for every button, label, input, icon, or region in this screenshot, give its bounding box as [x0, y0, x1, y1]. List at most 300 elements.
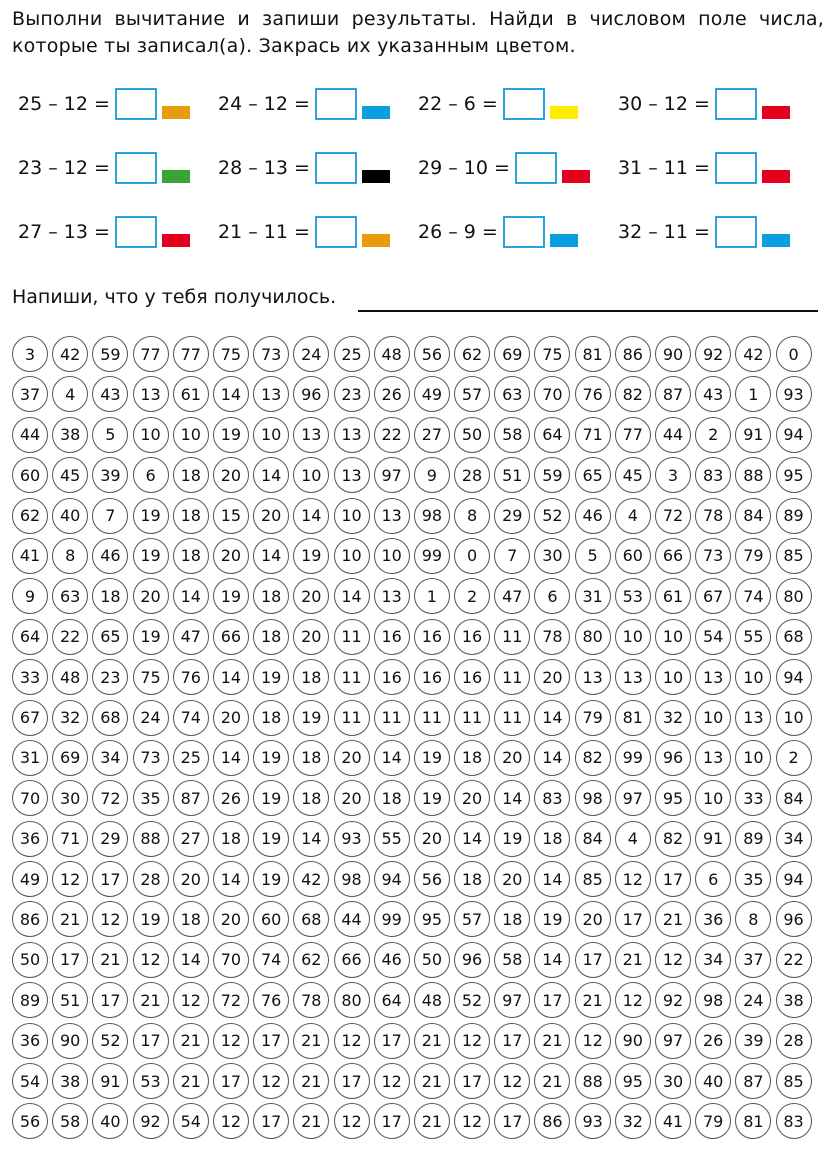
- number-circle[interactable]: 20: [334, 740, 370, 776]
- number-circle[interactable]: 5: [92, 417, 128, 453]
- number-circle[interactable]: 87: [655, 376, 691, 412]
- number-circle[interactable]: 8: [52, 538, 88, 574]
- number-circle[interactable]: 17: [494, 1103, 530, 1139]
- number-circle[interactable]: 91: [695, 821, 731, 857]
- number-circle[interactable]: 86: [12, 901, 48, 937]
- number-circle[interactable]: 17: [454, 1063, 490, 1099]
- number-circle[interactable]: 19: [133, 901, 169, 937]
- number-circle[interactable]: 54: [12, 1063, 48, 1099]
- number-circle[interactable]: 14: [534, 700, 570, 736]
- number-circle[interactable]: 20: [293, 578, 329, 614]
- number-circle[interactable]: 20: [534, 659, 570, 695]
- number-circle[interactable]: 19: [253, 740, 289, 776]
- number-circle[interactable]: 18: [374, 780, 410, 816]
- number-circle[interactable]: 10: [695, 700, 731, 736]
- number-circle[interactable]: 47: [494, 578, 530, 614]
- number-circle[interactable]: 99: [374, 901, 410, 937]
- number-circle[interactable]: 14: [293, 821, 329, 857]
- number-circle[interactable]: 20: [213, 457, 249, 493]
- number-circle[interactable]: 12: [494, 1063, 530, 1099]
- number-circle[interactable]: 26: [374, 376, 410, 412]
- number-circle[interactable]: 21: [293, 1023, 329, 1059]
- answer-box[interactable]: [515, 152, 557, 184]
- number-circle[interactable]: 18: [454, 861, 490, 897]
- number-circle[interactable]: 12: [253, 1063, 289, 1099]
- number-circle[interactable]: 17: [655, 861, 691, 897]
- number-circle[interactable]: 17: [374, 1023, 410, 1059]
- number-circle[interactable]: 6: [695, 861, 731, 897]
- number-circle[interactable]: 19: [133, 498, 169, 534]
- number-circle[interactable]: 8: [735, 901, 771, 937]
- number-circle[interactable]: 14: [293, 498, 329, 534]
- number-circle[interactable]: 94: [776, 417, 812, 453]
- number-circle[interactable]: 96: [776, 901, 812, 937]
- number-circle[interactable]: 30: [52, 780, 88, 816]
- number-circle[interactable]: 10: [735, 740, 771, 776]
- number-circle[interactable]: 21: [655, 901, 691, 937]
- number-circle[interactable]: 12: [655, 942, 691, 978]
- number-circle[interactable]: 20: [133, 578, 169, 614]
- number-circle[interactable]: 65: [575, 457, 611, 493]
- number-circle[interactable]: 14: [213, 659, 249, 695]
- number-circle[interactable]: 52: [454, 982, 490, 1018]
- answer-box[interactable]: [503, 216, 545, 248]
- number-circle[interactable]: 17: [534, 982, 570, 1018]
- number-circle[interactable]: 37: [735, 942, 771, 978]
- number-circle[interactable]: 89: [12, 982, 48, 1018]
- number-circle[interactable]: 14: [253, 538, 289, 574]
- number-circle[interactable]: 10: [133, 417, 169, 453]
- number-circle[interactable]: 42: [293, 861, 329, 897]
- number-circle[interactable]: 71: [575, 417, 611, 453]
- number-circle[interactable]: 49: [12, 861, 48, 897]
- number-circle[interactable]: 13: [133, 376, 169, 412]
- number-circle[interactable]: 36: [12, 821, 48, 857]
- number-circle[interactable]: 45: [615, 457, 651, 493]
- number-circle[interactable]: 16: [454, 619, 490, 655]
- number-circle[interactable]: 59: [92, 336, 128, 372]
- number-circle[interactable]: 40: [52, 498, 88, 534]
- number-circle[interactable]: 82: [615, 376, 651, 412]
- number-circle[interactable]: 17: [374, 1103, 410, 1139]
- number-circle[interactable]: 19: [253, 659, 289, 695]
- number-circle[interactable]: 17: [253, 1103, 289, 1139]
- number-circle[interactable]: 69: [52, 740, 88, 776]
- number-circle[interactable]: 48: [52, 659, 88, 695]
- number-circle[interactable]: 98: [575, 780, 611, 816]
- number-circle[interactable]: 13: [615, 659, 651, 695]
- number-circle[interactable]: 28: [454, 457, 490, 493]
- number-circle[interactable]: 28: [776, 1023, 812, 1059]
- number-circle[interactable]: 16: [454, 659, 490, 695]
- number-circle[interactable]: 67: [695, 578, 731, 614]
- number-circle[interactable]: 20: [494, 861, 530, 897]
- number-circle[interactable]: 68: [293, 901, 329, 937]
- number-circle[interactable]: 1: [735, 376, 771, 412]
- number-circle[interactable]: 51: [494, 457, 530, 493]
- number-circle[interactable]: 99: [615, 740, 651, 776]
- number-circle[interactable]: 52: [92, 1023, 128, 1059]
- number-circle[interactable]: 10: [253, 417, 289, 453]
- number-circle[interactable]: 16: [414, 659, 450, 695]
- number-circle[interactable]: 79: [575, 700, 611, 736]
- number-circle[interactable]: 87: [735, 1063, 771, 1099]
- number-circle[interactable]: 12: [454, 1023, 490, 1059]
- number-circle[interactable]: 18: [253, 578, 289, 614]
- number-circle[interactable]: 11: [334, 700, 370, 736]
- number-circle[interactable]: 57: [454, 901, 490, 937]
- number-circle[interactable]: 71: [52, 821, 88, 857]
- number-circle[interactable]: 72: [213, 982, 249, 1018]
- number-circle[interactable]: 75: [133, 659, 169, 695]
- number-circle[interactable]: 79: [735, 538, 771, 574]
- number-circle[interactable]: 17: [615, 901, 651, 937]
- number-circle[interactable]: 19: [293, 538, 329, 574]
- number-circle[interactable]: 20: [334, 780, 370, 816]
- number-circle[interactable]: 77: [615, 417, 651, 453]
- number-circle[interactable]: 55: [735, 619, 771, 655]
- number-circle[interactable]: 70: [213, 942, 249, 978]
- number-circle[interactable]: 14: [494, 780, 530, 816]
- number-circle[interactable]: 14: [534, 942, 570, 978]
- number-circle[interactable]: 34: [92, 740, 128, 776]
- number-circle[interactable]: 70: [534, 376, 570, 412]
- number-circle[interactable]: 19: [414, 740, 450, 776]
- number-circle[interactable]: 4: [615, 821, 651, 857]
- number-circle[interactable]: 32: [52, 700, 88, 736]
- number-circle[interactable]: 79: [695, 1103, 731, 1139]
- number-circle[interactable]: 13: [695, 659, 731, 695]
- number-circle[interactable]: 19: [293, 700, 329, 736]
- number-circle[interactable]: 89: [735, 821, 771, 857]
- number-circle[interactable]: 3: [12, 336, 48, 372]
- number-circle[interactable]: 68: [776, 619, 812, 655]
- number-circle[interactable]: 21: [414, 1023, 450, 1059]
- number-circle[interactable]: 96: [293, 376, 329, 412]
- number-circle[interactable]: 45: [52, 457, 88, 493]
- number-circle[interactable]: 21: [173, 1063, 209, 1099]
- number-circle[interactable]: 46: [92, 538, 128, 574]
- number-circle[interactable]: 81: [615, 700, 651, 736]
- number-circle[interactable]: 9: [414, 457, 450, 493]
- answer-box[interactable]: [715, 88, 757, 120]
- number-circle[interactable]: 14: [213, 740, 249, 776]
- number-circle[interactable]: 19: [253, 780, 289, 816]
- number-circle[interactable]: 21: [414, 1103, 450, 1139]
- number-circle[interactable]: 14: [454, 821, 490, 857]
- number-circle[interactable]: 38: [52, 1063, 88, 1099]
- number-circle[interactable]: 13: [735, 700, 771, 736]
- number-circle[interactable]: 52: [534, 498, 570, 534]
- number-circle[interactable]: 13: [253, 376, 289, 412]
- number-circle[interactable]: 73: [695, 538, 731, 574]
- number-circle[interactable]: 72: [655, 498, 691, 534]
- number-circle[interactable]: 33: [735, 780, 771, 816]
- number-circle[interactable]: 12: [213, 1103, 249, 1139]
- number-circle[interactable]: 85: [575, 861, 611, 897]
- number-circle[interactable]: 14: [213, 376, 249, 412]
- number-circle[interactable]: 18: [293, 780, 329, 816]
- number-circle[interactable]: 76: [173, 659, 209, 695]
- number-circle[interactable]: 98: [414, 498, 450, 534]
- number-circle[interactable]: 10: [776, 700, 812, 736]
- number-circle[interactable]: 62: [293, 942, 329, 978]
- answer-box[interactable]: [115, 88, 157, 120]
- number-circle[interactable]: 60: [253, 901, 289, 937]
- number-circle[interactable]: 62: [454, 336, 490, 372]
- number-circle[interactable]: 18: [293, 659, 329, 695]
- number-circle[interactable]: 30: [534, 538, 570, 574]
- number-circle[interactable]: 82: [575, 740, 611, 776]
- number-circle[interactable]: 14: [173, 578, 209, 614]
- number-circle[interactable]: 24: [293, 336, 329, 372]
- number-circle[interactable]: 18: [173, 457, 209, 493]
- number-circle[interactable]: 83: [534, 780, 570, 816]
- number-circle[interactable]: 87: [173, 780, 209, 816]
- number-circle[interactable]: 21: [133, 982, 169, 1018]
- answer-box[interactable]: [315, 88, 357, 120]
- number-circle[interactable]: 18: [454, 740, 490, 776]
- number-circle[interactable]: 25: [173, 740, 209, 776]
- number-circle[interactable]: 18: [173, 901, 209, 937]
- number-circle[interactable]: 44: [655, 417, 691, 453]
- number-circle[interactable]: 66: [213, 619, 249, 655]
- number-circle[interactable]: 16: [414, 619, 450, 655]
- number-circle[interactable]: 86: [615, 336, 651, 372]
- number-circle[interactable]: 48: [374, 336, 410, 372]
- number-circle[interactable]: 20: [253, 498, 289, 534]
- number-circle[interactable]: 18: [494, 901, 530, 937]
- number-circle[interactable]: 74: [173, 700, 209, 736]
- number-circle[interactable]: 19: [414, 780, 450, 816]
- answer-box[interactable]: [715, 216, 757, 248]
- number-circle[interactable]: 80: [575, 619, 611, 655]
- number-circle[interactable]: 19: [253, 861, 289, 897]
- number-circle[interactable]: 12: [374, 1063, 410, 1099]
- number-circle[interactable]: 18: [534, 821, 570, 857]
- number-circle[interactable]: 66: [334, 942, 370, 978]
- number-circle[interactable]: 88: [575, 1063, 611, 1099]
- number-circle[interactable]: 61: [655, 578, 691, 614]
- number-circle[interactable]: 0: [776, 336, 812, 372]
- number-circle[interactable]: 29: [494, 498, 530, 534]
- number-circle[interactable]: 4: [52, 376, 88, 412]
- answer-box[interactable]: [715, 152, 757, 184]
- number-circle[interactable]: 29: [92, 821, 128, 857]
- number-circle[interactable]: 60: [12, 457, 48, 493]
- number-circle[interactable]: 97: [615, 780, 651, 816]
- number-circle[interactable]: 13: [695, 740, 731, 776]
- number-circle[interactable]: 81: [575, 336, 611, 372]
- number-circle[interactable]: 78: [534, 619, 570, 655]
- number-circle[interactable]: 35: [735, 861, 771, 897]
- number-circle[interactable]: 96: [655, 740, 691, 776]
- number-circle[interactable]: 12: [615, 982, 651, 1018]
- number-circle[interactable]: 69: [494, 336, 530, 372]
- number-circle[interactable]: 32: [655, 700, 691, 736]
- number-circle[interactable]: 91: [92, 1063, 128, 1099]
- number-circle[interactable]: 20: [575, 901, 611, 937]
- number-circle[interactable]: 21: [575, 982, 611, 1018]
- number-circle[interactable]: 89: [776, 498, 812, 534]
- number-circle[interactable]: 95: [655, 780, 691, 816]
- number-circle[interactable]: 20: [494, 740, 530, 776]
- number-circle[interactable]: 99: [414, 538, 450, 574]
- number-circle[interactable]: 14: [173, 942, 209, 978]
- number-circle[interactable]: 20: [213, 901, 249, 937]
- number-circle[interactable]: 17: [213, 1063, 249, 1099]
- number-circle[interactable]: 18: [92, 578, 128, 614]
- number-circle[interactable]: 10: [173, 417, 209, 453]
- number-circle[interactable]: 14: [374, 740, 410, 776]
- number-circle[interactable]: 83: [695, 457, 731, 493]
- number-circle[interactable]: 55: [374, 821, 410, 857]
- number-circle[interactable]: 13: [575, 659, 611, 695]
- number-circle[interactable]: 15: [213, 498, 249, 534]
- number-circle[interactable]: 35: [133, 780, 169, 816]
- number-circle[interactable]: 85: [776, 538, 812, 574]
- number-circle[interactable]: 56: [414, 861, 450, 897]
- number-circle[interactable]: 19: [213, 578, 249, 614]
- number-circle[interactable]: 70: [12, 780, 48, 816]
- number-circle[interactable]: 64: [12, 619, 48, 655]
- number-circle[interactable]: 94: [776, 659, 812, 695]
- number-circle[interactable]: 50: [414, 942, 450, 978]
- number-circle[interactable]: 26: [213, 780, 249, 816]
- number-circle[interactable]: 27: [414, 417, 450, 453]
- number-circle[interactable]: 11: [374, 700, 410, 736]
- number-circle[interactable]: 18: [173, 498, 209, 534]
- number-circle[interactable]: 21: [293, 1103, 329, 1139]
- number-circle[interactable]: 86: [534, 1103, 570, 1139]
- number-circle[interactable]: 98: [334, 861, 370, 897]
- answer-box[interactable]: [503, 88, 545, 120]
- number-circle[interactable]: 22: [52, 619, 88, 655]
- number-circle[interactable]: 6: [133, 457, 169, 493]
- number-circle[interactable]: 73: [253, 336, 289, 372]
- number-circle[interactable]: 50: [454, 417, 490, 453]
- number-circle[interactable]: 11: [334, 659, 370, 695]
- number-circle[interactable]: 57: [454, 376, 490, 412]
- number-circle[interactable]: 73: [133, 740, 169, 776]
- number-circle[interactable]: 14: [213, 861, 249, 897]
- number-circle[interactable]: 24: [133, 700, 169, 736]
- number-circle[interactable]: 84: [776, 780, 812, 816]
- number-circle[interactable]: 5: [575, 538, 611, 574]
- number-circle[interactable]: 88: [735, 457, 771, 493]
- number-circle[interactable]: 12: [92, 901, 128, 937]
- number-circle[interactable]: 43: [695, 376, 731, 412]
- number-circle[interactable]: 77: [173, 336, 209, 372]
- number-circle[interactable]: 95: [414, 901, 450, 937]
- number-circle[interactable]: 90: [655, 336, 691, 372]
- number-circle[interactable]: 46: [374, 942, 410, 978]
- number-circle[interactable]: 9: [12, 578, 48, 614]
- number-circle[interactable]: 92: [695, 336, 731, 372]
- number-circle[interactable]: 21: [173, 1023, 209, 1059]
- number-circle[interactable]: 74: [735, 578, 771, 614]
- number-circle[interactable]: 56: [12, 1103, 48, 1139]
- number-circle[interactable]: 76: [575, 376, 611, 412]
- number-circle[interactable]: 21: [534, 1063, 570, 1099]
- number-circle[interactable]: 10: [655, 619, 691, 655]
- number-circle[interactable]: 2: [776, 740, 812, 776]
- number-circle[interactable]: 19: [133, 538, 169, 574]
- number-circle[interactable]: 34: [776, 821, 812, 857]
- number-circle[interactable]: 13: [334, 417, 370, 453]
- number-circle[interactable]: 18: [293, 740, 329, 776]
- number-circle[interactable]: 14: [253, 457, 289, 493]
- number-circle[interactable]: 16: [374, 659, 410, 695]
- number-circle[interactable]: 21: [293, 1063, 329, 1099]
- number-circle[interactable]: 75: [213, 336, 249, 372]
- number-circle[interactable]: 22: [776, 942, 812, 978]
- number-circle[interactable]: 33: [12, 659, 48, 695]
- number-circle[interactable]: 93: [575, 1103, 611, 1139]
- number-circle[interactable]: 13: [374, 578, 410, 614]
- number-circle[interactable]: 97: [494, 982, 530, 1018]
- number-circle[interactable]: 19: [133, 619, 169, 655]
- number-circle[interactable]: 90: [52, 1023, 88, 1059]
- number-circle[interactable]: 98: [695, 982, 731, 1018]
- answer-line[interactable]: [358, 310, 818, 312]
- number-circle[interactable]: 17: [92, 861, 128, 897]
- number-circle[interactable]: 18: [253, 700, 289, 736]
- number-circle[interactable]: 75: [534, 336, 570, 372]
- number-circle[interactable]: 4: [615, 498, 651, 534]
- number-circle[interactable]: 20: [293, 619, 329, 655]
- number-circle[interactable]: 27: [173, 821, 209, 857]
- number-circle[interactable]: 31: [575, 578, 611, 614]
- number-circle[interactable]: 37: [12, 376, 48, 412]
- number-circle[interactable]: 62: [12, 498, 48, 534]
- number-circle[interactable]: 13: [334, 457, 370, 493]
- number-circle[interactable]: 31: [12, 740, 48, 776]
- number-circle[interactable]: 20: [213, 700, 249, 736]
- number-circle[interactable]: 44: [12, 417, 48, 453]
- number-circle[interactable]: 64: [374, 982, 410, 1018]
- number-circle[interactable]: 12: [52, 861, 88, 897]
- number-circle[interactable]: 44: [334, 901, 370, 937]
- number-circle[interactable]: 12: [334, 1103, 370, 1139]
- number-circle[interactable]: 93: [776, 376, 812, 412]
- number-circle[interactable]: 2: [695, 417, 731, 453]
- number-circle[interactable]: 12: [133, 942, 169, 978]
- number-circle[interactable]: 34: [695, 942, 731, 978]
- number-circle[interactable]: 21: [52, 901, 88, 937]
- number-circle[interactable]: 95: [615, 1063, 651, 1099]
- number-circle[interactable]: 21: [414, 1063, 450, 1099]
- number-circle[interactable]: 20: [414, 821, 450, 857]
- number-circle[interactable]: 10: [655, 659, 691, 695]
- number-circle[interactable]: 11: [414, 700, 450, 736]
- number-circle[interactable]: 17: [253, 1023, 289, 1059]
- number-circle[interactable]: 18: [213, 821, 249, 857]
- number-circle[interactable]: 59: [534, 457, 570, 493]
- number-circle[interactable]: 94: [374, 861, 410, 897]
- number-circle[interactable]: 60: [615, 538, 651, 574]
- number-circle[interactable]: 48: [414, 982, 450, 1018]
- number-circle[interactable]: 80: [334, 982, 370, 1018]
- number-circle[interactable]: 61: [173, 376, 209, 412]
- number-circle[interactable]: 83: [776, 1103, 812, 1139]
- number-circle[interactable]: 21: [615, 942, 651, 978]
- number-circle[interactable]: 19: [213, 417, 249, 453]
- number-circle[interactable]: 54: [695, 619, 731, 655]
- number-circle[interactable]: 10: [374, 538, 410, 574]
- number-circle[interactable]: 25: [334, 336, 370, 372]
- number-circle[interactable]: 36: [695, 901, 731, 937]
